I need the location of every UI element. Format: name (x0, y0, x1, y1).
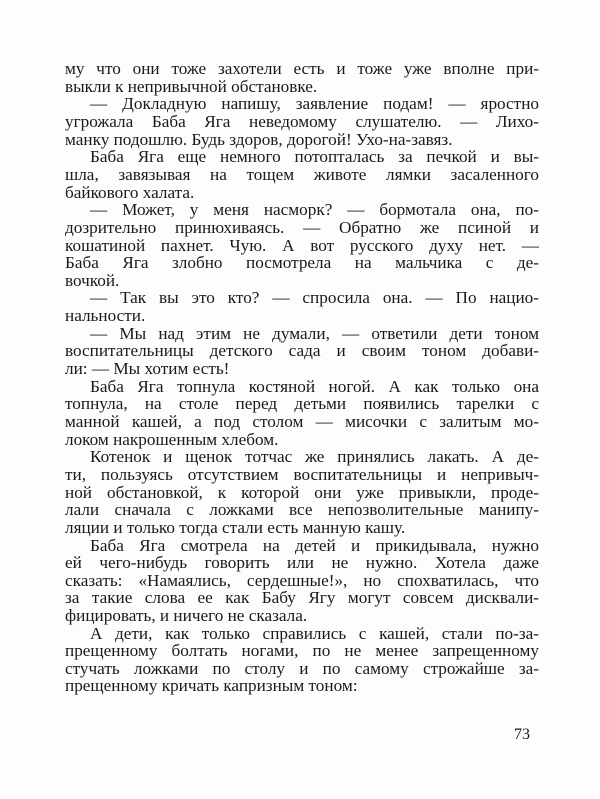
paragraph (65, 537, 539, 625)
text-line: Баба Яга смотрела на детей и прикидывала, нужно (90, 535, 539, 555)
text-line: му что они тоже захотели есть и тоже уже вполне при- (65, 59, 539, 78)
text-line: — Мы над этим не думали, — ответили дети тоном (90, 323, 539, 343)
text-line: ляции и только тогда стали есть манную кашу. (65, 517, 406, 537)
text-line: манку подошлю. Будь здоров, дорогой! Ухо-на-завяз. (65, 129, 453, 149)
text-line: кошатиной пахнет. Чую. А вот русского духу нет. — (65, 235, 539, 255)
text-line: за такие слова ее как Бабу Ягу могут совсем дисквали- (65, 588, 539, 608)
text-line: — Так вы это кто? — спросила она. — По нацио- (90, 288, 539, 308)
text-line: ли: — Мы хотим есть! (65, 359, 230, 379)
text-line: — Докладную напишу, заявление подам! — яростно (90, 94, 539, 114)
page-number: 73 (514, 726, 530, 743)
paragraph (65, 325, 539, 378)
text-line: вочкой. (65, 270, 120, 290)
text-line: выкли к непривычной обстановке. (65, 76, 318, 96)
paragraph (65, 60, 539, 95)
paragraph (65, 201, 539, 289)
text-line: прещенному кричать капризным тоном: (65, 676, 358, 696)
text-line: угрожала Баба Яга неведомому слушателю. — Лихо- (65, 111, 539, 131)
text-line: ти, пользуясь отсутствием воспитательницы и непривыч- (65, 464, 539, 484)
paragraph (65, 148, 539, 201)
paragraph (65, 378, 539, 448)
text-line: Баба Яга еще немного потопталась за печкой и вы- (90, 147, 539, 167)
text-line: Баба Яга топнула костяной ногой. А как только она (90, 376, 539, 396)
text-line: дозрительно принюхиваясь. — Обратно же псиной и (65, 217, 539, 237)
text-line: Баба Яга злобно посмотрела на мальчика с де- (65, 253, 539, 273)
text-line: стучать ложками по столу и по самому строжайше за- (65, 658, 539, 678)
text-line: нальности. (65, 306, 146, 326)
text-line: локом накрошенным хлебом. (65, 429, 279, 449)
paragraph (65, 289, 539, 324)
text-line: Котенок и щенок тотчас же принялись лакать. А де- (90, 447, 539, 467)
text-line: — Может, у меня насморк? — бормотала она, по- (90, 200, 539, 220)
text-line: А дети, как только справились с кашей, стали по-за- (90, 623, 539, 643)
body-text (65, 60, 539, 695)
text-line: прещенному болтать ногами, по не менее запрещенному (65, 641, 539, 661)
text-line: манной кашей, а под столом — мисочки с залитым мо- (65, 412, 539, 431)
text-line: сказать: «Намаялись, сердешные!», но спохватилась, что (65, 570, 539, 590)
text-line: шла, завязывая на тощем животе лямки засаленного (65, 164, 539, 184)
text-line: воспитательницы детского сада и своим тоном добави- (65, 341, 539, 361)
text-line: ной обстановкой, к которой они уже привыкли, проде- (65, 482, 539, 502)
paragraph (65, 95, 539, 148)
text-line: ей чего-нибудь говорить или не нужно. Хотела даже (65, 553, 539, 573)
text-line: байкового халата. (65, 182, 195, 202)
paragraph (65, 448, 539, 536)
text-line: фицировать, и ничего не сказала. (65, 605, 308, 625)
text-line: лали сначала с ложками все непозволительные манипу- (65, 500, 539, 520)
text-line: топнула, на столе перед детьми появились тарелки с (65, 394, 539, 414)
paragraph (65, 625, 539, 695)
